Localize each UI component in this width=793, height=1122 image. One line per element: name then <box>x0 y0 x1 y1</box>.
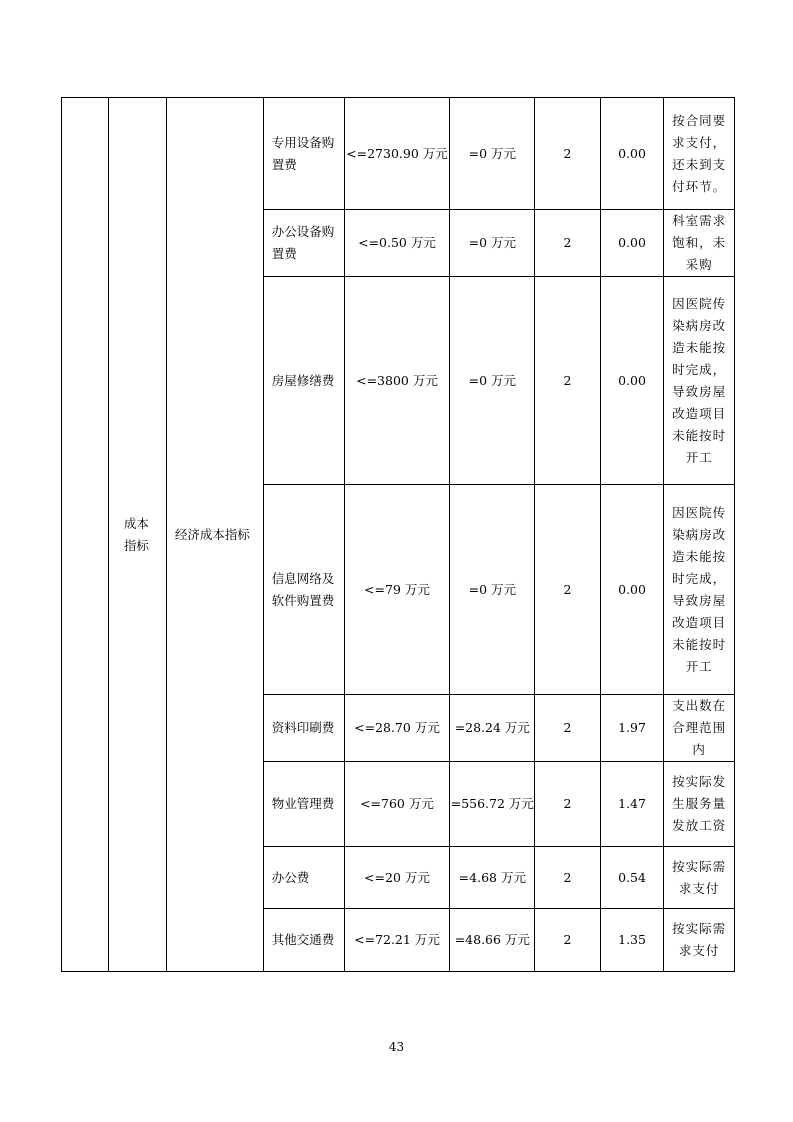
target-cell: <=79 万元 <box>344 485 450 695</box>
item-cell: 专用设备购置费 <box>263 98 344 210</box>
performance-table <box>61 97 735 972</box>
score-cell: 2 <box>535 695 601 762</box>
target-cell: <=20 万元 <box>344 847 450 909</box>
item-cell: 物业管理费 <box>263 762 344 847</box>
got-cell: 0.54 <box>600 847 664 909</box>
score-cell: 2 <box>535 210 601 277</box>
got-cell: 0.00 <box>600 98 664 210</box>
actual-cell: =48.66 万元 <box>450 909 535 972</box>
got-cell: 1.47 <box>600 762 664 847</box>
note-cell: 支出数在合理范围内 <box>664 695 735 762</box>
first-level-indicator-cell <box>62 98 109 972</box>
item-cell: 办公费 <box>263 847 344 909</box>
actual-cell: =556.72 万元 <box>450 762 535 847</box>
table-row <box>62 98 735 210</box>
note-cell: 按实际需求支付 <box>664 909 735 972</box>
actual-cell: =0 万元 <box>450 485 535 695</box>
got-cell: 0.00 <box>600 277 664 485</box>
actual-cell: =4.68 万元 <box>450 847 535 909</box>
note-cell: 因医院传染病房改造未能按时完成，导致房屋改造项目未能按时开工 <box>664 277 735 485</box>
actual-cell: =28.24 万元 <box>450 695 535 762</box>
got-cell: 0.00 <box>600 485 664 695</box>
score-cell: 2 <box>535 762 601 847</box>
score-cell: 2 <box>535 98 601 210</box>
target-cell: <=2730.90 万元 <box>344 98 450 210</box>
got-cell: 0.00 <box>600 210 664 277</box>
target-cell: <=0.50 万元 <box>344 210 450 277</box>
target-cell: <=28.70 万元 <box>344 695 450 762</box>
note-cell: 按实际发生服务量发放工资 <box>664 762 735 847</box>
target-cell: <=3800 万元 <box>344 277 450 485</box>
item-cell: 房屋修缮费 <box>263 277 344 485</box>
item-cell: 资料印刷费 <box>263 695 344 762</box>
actual-cell: =0 万元 <box>450 210 535 277</box>
got-cell: 1.35 <box>600 909 664 972</box>
score-cell: 2 <box>535 485 601 695</box>
actual-cell: =0 万元 <box>450 277 535 485</box>
subcategory-cell: 经济成本指标 <box>166 98 263 972</box>
note-cell: 因医院传染病房改造未能按时完成，导致房屋改造项目未能按时开工 <box>664 485 735 695</box>
score-cell: 2 <box>535 909 601 972</box>
category-cell: 成本指标 <box>109 98 167 972</box>
score-cell: 2 <box>535 847 601 909</box>
item-cell: 办公设备购置费 <box>263 210 344 277</box>
note-cell: 科室需求饱和，未采购 <box>664 210 735 277</box>
target-cell: <=72.21 万元 <box>344 909 450 972</box>
item-cell: 信息网络及软件购置费 <box>263 485 344 695</box>
note-cell: 按实际需求支付 <box>664 847 735 909</box>
item-cell: 其他交通费 <box>263 909 344 972</box>
page-number: 43 <box>388 1040 405 1054</box>
target-cell: <=760 万元 <box>344 762 450 847</box>
got-cell: 1.97 <box>600 695 664 762</box>
note-cell: 按合同要求支付，还未到支付环节。 <box>664 98 735 210</box>
score-cell: 2 <box>535 277 601 485</box>
actual-cell: =0 万元 <box>450 98 535 210</box>
